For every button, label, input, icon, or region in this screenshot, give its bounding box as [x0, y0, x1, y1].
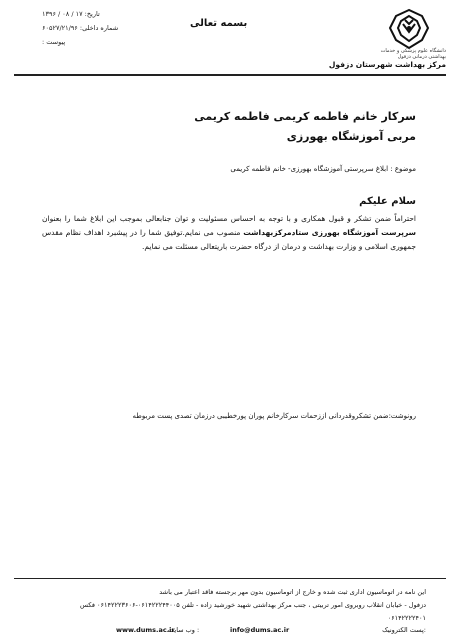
footer-validity-note: این نامه در اتوماسیون اداری ثبت شده و خارج از اتوماسیون بدون مهر برجسته فاقد اعتبار می باشد	[159, 588, 426, 596]
footer-website-label: وب سایت :	[168, 626, 200, 634]
footer-address: دزفول - خیابان انقلاب روبروی امور تربیتی ، جنب مرکز بهداشتی شهید خورشید زاده - تلفن ۰۶۱۴۲۲۲۴۴۰۰۵-۰۶۱۴۲۲۲۳۶۰۶ فکس	[79, 601, 426, 609]
subject-line: موضوع : ابلاغ سرپرستی آموزشگاه بهورزی- خانم فاطمه کریمی	[230, 165, 416, 173]
university-logo	[372, 6, 446, 52]
date-line: تاریخ: ۱۷ / ۰۸ / ۱۳۹۶	[42, 10, 100, 18]
header-divider	[14, 74, 446, 76]
body-text-part2: منصوب می نمایم.توفیق شما را در پیشبرد اهداف نظام مقدس جمهوری اسلامی و وزارت بهداشت و درمان از درگاه حضرت باریتعالی مسئلت می نمایم.	[42, 228, 416, 251]
addressee-title: مربی آموزشگاه بهورزی	[286, 130, 416, 143]
bismillah: بسمه تعالی	[190, 18, 248, 29]
attachment-line: پیوست :	[42, 38, 66, 46]
number-line: شماره داخلی: ۶۰۵۲۷/۲۱/۹۶	[42, 24, 119, 32]
org-subtitle: دانشگاه علوم پزشکی و خدمات بهداشتی درمانی دزفول	[380, 48, 446, 60]
letter-body	[42, 212, 416, 254]
body-text-part1: احتراماً ضمن تشکر و قبول همکاری و با توجه به احساس مسئولیت و توان جنابعالی بموجب این ابلاغ شما را بعنوان	[42, 214, 416, 223]
addressee-name: سرکار خانم فاطمه کریمی فاطمه کریمی	[194, 110, 416, 123]
footer-divider	[14, 578, 446, 579]
carbon-copy-note: رونوشت:ضمن تشکروقدردانی اززحمات سرکارخانم پوران پورخطیبی درزمان تصدی پست مربوطه	[132, 412, 416, 420]
greeting: سلام علیکم	[359, 196, 416, 207]
footer-email[interactable]: info@dums.ac.ir	[230, 626, 290, 634]
footer-website[interactable]: www.dums.ac.ir	[116, 626, 175, 634]
footer-email-label: پست الکترونیک:	[382, 626, 426, 634]
footer-fax: ۰۶۱۴۲۲۲۲۴۰۱	[387, 614, 426, 622]
org-name: مرکز بهداشت شهرستان دزفول	[328, 60, 446, 69]
body-text-bold: سرپرست آموزشگاه بهورزی ستادمرکزبهداشت	[243, 228, 416, 237]
